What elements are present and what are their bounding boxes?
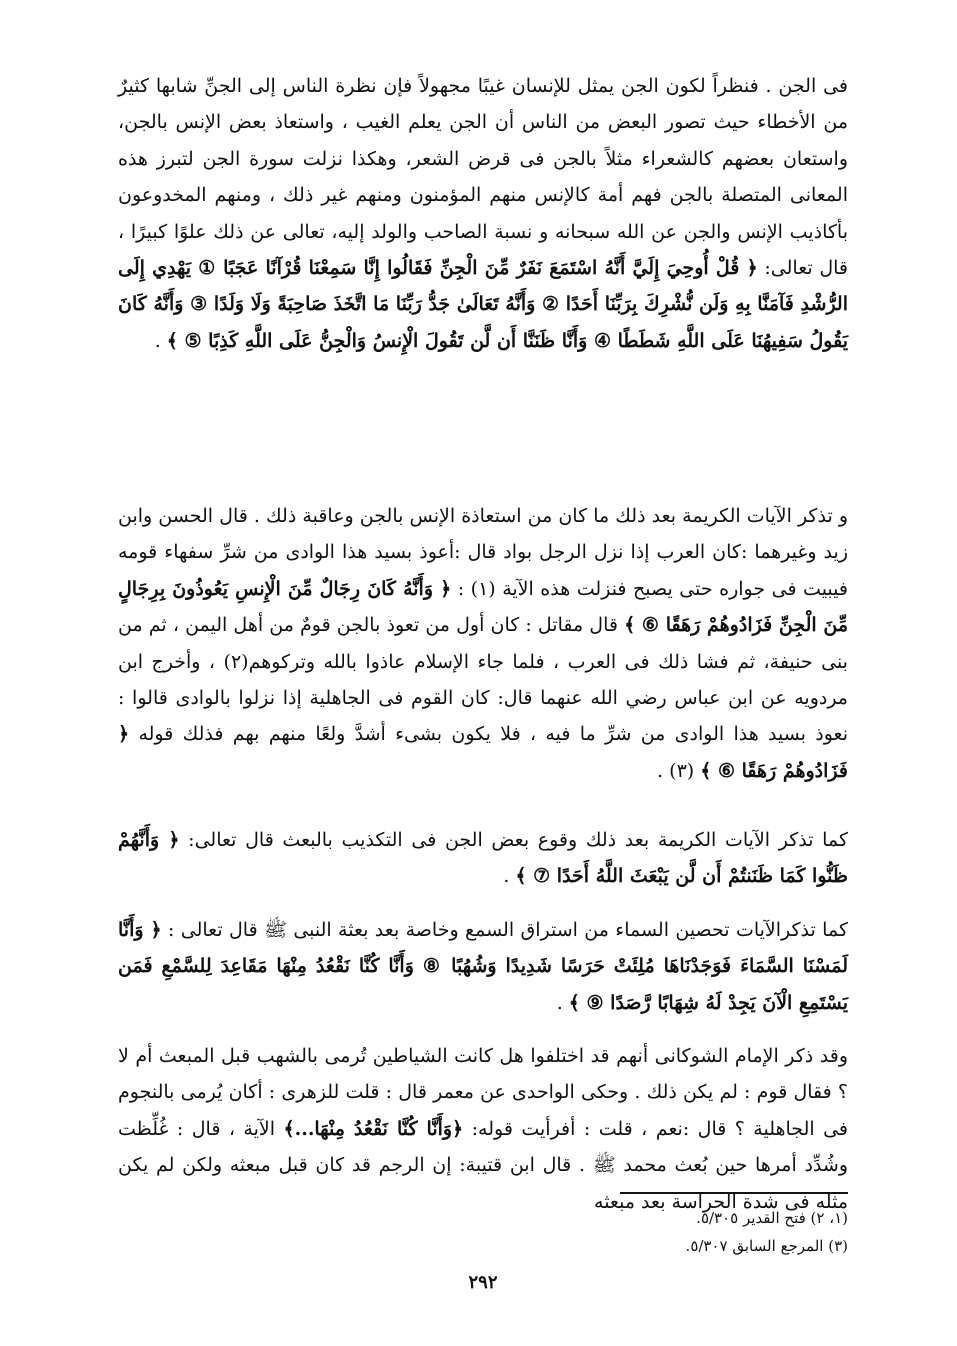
paragraph-4 bbox=[118, 912, 848, 1021]
paragraph-text: كما تذكرالآيات تحصين السماء من استراق السمع وخاصة بعد بعثة النبى ﷺ قال تعالى : bbox=[161, 919, 848, 941]
page-number: ٢٩٢ bbox=[468, 1272, 498, 1293]
quran-verse: ﴿ فَزَادُوهُمْ رَهَقًا ⑥ ﴾ bbox=[118, 723, 848, 782]
paragraph-text: و تذكر الآيات الكريمة بعد ذلك ما كان من استعاذة الإنس بالجن وعاقبة ذلك . قال الحسن وابن زيد وغيرهما :كان العرب إذا نزل الرجل بواد قال :أعوذ بسيد هذا الوادى من شرِّ سفهاء قومه فيبيت فى جواره حتى يصبح فنزلت هذه الآية (١) : bbox=[118, 505, 848, 600]
paragraph-text: (٣) . bbox=[657, 759, 701, 782]
paragraph-3 bbox=[118, 822, 848, 895]
paragraph-text: . bbox=[503, 865, 516, 888]
footnote: (٣) المرجع السابق ٥/٣٠٧. bbox=[685, 1237, 848, 1255]
paragraph-text: فى الجن . فنظراً لكون الجن يمثل للإنسان غيبًا مجهولاً فإن نظرة الناس إلى الجنِّ شابها كثيرٌ من الأخطاء حيث تصور البعض من الناس أن الجن يعلم الغيب ، واستعاذ بعض الإنس بالجن، واستعان بعضهم كالشعراء مثلاً بالجن فى قرض الشعر، وهكذا نزلت سورة الجن لتبرز هذه المعانى المتصلة بالجن فهم أمة كالإنس منهم المؤمنون ومنهم غير ذلك ، ومنهم المخدوعون بأكاذيب الإنس والجن عن الله سبحانه و نسبة الصاحب والولد إليه، تعالى عن ذلك علوًا كبيرًا ، قال تعالى: bbox=[118, 75, 849, 280]
paragraph-text: كما تذكر الآيات الكريمة بعد ذلك وقوع بعض الجن فى التكذيب بالبعث قال تعالى: bbox=[179, 829, 848, 851]
paragraph-1 bbox=[118, 68, 848, 359]
quran-verse: ﴿ وَأَنَّهُ كَانَ رِجَالٌ مِّنَ الْإِنسِ يَعُوذُونَ بِرِجَالٍ مِّنَ الْجِنِّ فَزَادُوهُمْ رَهَقًا ⑥ ﴾ bbox=[118, 577, 848, 637]
paragraph-text: . bbox=[556, 991, 569, 1014]
footnote-divider bbox=[620, 1192, 848, 1194]
paragraph-text: . bbox=[154, 329, 167, 352]
paragraph-2 bbox=[118, 498, 848, 789]
quran-verse: ﴿وَأَنَّا كُنَّا نَقْعُدُ مِنْهَا...﴾ bbox=[283, 1117, 464, 1140]
footnote: (١، ٢) فتح القدير ٥/٣٠٥. bbox=[696, 1209, 848, 1227]
quran-verse: ﴿ وَأَنَّا لَمَسْنَا السَّمَاءَ فَوَجَدْنَاهَا مُلِئَتْ حَرَسًا شَدِيدًا وَشُهُبًا ⑧ وَأَنَّا كُنَّا نَقْعُدُ مِنْهَا مَقَاعِدَ لِلسَّمْعِ فَمَن يَسْتَمِعِ الْآنَ يَجِدْ لَهُ شِهَابًا رَّصَدًا ⑨ ﴾ bbox=[118, 919, 848, 1014]
quran-verse: ﴿ قُلْ أُوحِيَ إِلَيَّ أَنَّهُ اسْتَمَعَ نَفَرٌ مِّنَ الْجِنِّ فَقَالُوا إِنَّا سَمِعْنَا قُرْآنًا عَجَبًا ① يَهْدِي إِلَى الرُّشْدِ فَآمَنَّا بِهِ وَلَن نُّشْرِكَ بِرَبِّنَا أَحَدًا ② وَأَنَّهُ تَعَالَىٰ جَدُّ رَبِّنَا مَا اتَّخَذَ صَاحِبَةً وَلَا وَلَدًا ③ وَأَنَّهُ كَانَ يَقُولُ سَفِيهُنَا عَلَى اللَّهِ شَطَطًا ④ وَأَنَّا ظَنَنَّا أَن لَّن تَقُولَ الْإِنسُ وَالْجِنُّ عَلَى اللَّهِ كَذِبًا ⑤ ﴾ bbox=[118, 257, 848, 352]
paragraph-text: وقد ذكر الإمام الشوكانى أنهم قد اختلفوا هل كانت الشياطين تُرمى بالشهب قبل المبعث أم لا ؟ فقال قوم : لم يكن ذلك . وحكى الواحدى عن معمر قال : قلت للزهرى : أكان يُرمى بالنجوم فى الجاهلية ؟ قال :نعم ، قلت : أفرأيت قوله: bbox=[118, 1045, 848, 1140]
paragraph-text: قال مقاتل : كان أول من تعوذ بالجن قومٌ من أهل اليمن ، ثم من بنى حنيفة، ثم فشا ذلك فى العرب ، فلما جاء الإسلام عاذوا بالله وتركوهم(٢) ، وأخرج ابن مردويه عن ابن عباس رضي الله عنهما قال: كان القوم فى الجاهلية إذا نزلوا بالوادى قالوا : نعوذ بسيد هذا الوادى من شرِّ ما فيه ، فلا يكون بشىء أشدَّ ولعًا منهم بهم فذلك قوله bbox=[118, 614, 848, 746]
footnotes bbox=[118, 1204, 848, 1260]
paragraph-text: الآية ، قال : غُلِّظت وشُدِّد أمرها حين بُعث محمد ﷺ . قال ابن قتيبة: إن الرجم قد كان قبل مبعثه ولكن لم يكن مثله فى شدة الحراسة بعد مبعثه bbox=[118, 1117, 848, 1213]
quran-verse: ﴿ وَأَنَّهُمْ ظَنُّوا كَمَا ظَنَنتُمْ أَن لَّن يَبْعَثَ اللَّهُ أَحَدًا ⑦ ﴾ bbox=[118, 829, 848, 888]
